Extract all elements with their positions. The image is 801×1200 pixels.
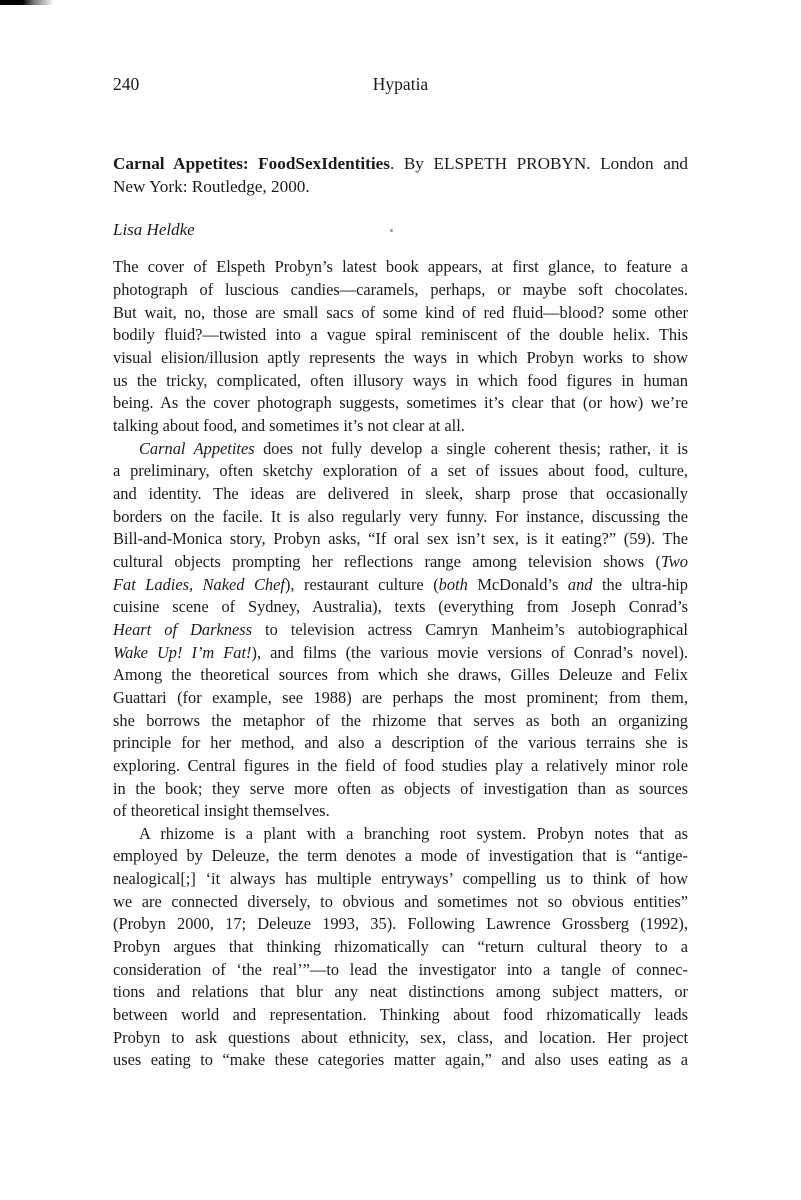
text-segment: Guattari (for example, see 1988) are perhaps the most prominent; from them,	[113, 687, 688, 707]
paragraph	[113, 256, 688, 437]
text-segment: the ultra-hip	[592, 574, 688, 594]
paragraph-line	[113, 574, 688, 597]
text-segment: The cover of Elspeth Probyn’s latest book appears, at first glance, to feature a	[113, 257, 688, 277]
text-segment: both	[438, 574, 468, 594]
paragraph-line	[113, 370, 688, 393]
paragraph-line	[113, 959, 688, 982]
paragraph-line	[113, 551, 688, 574]
paragraph-line	[113, 619, 688, 642]
paragraph	[113, 823, 688, 1072]
text-segment: cultural objects prompting her reflections range among television shows (	[113, 551, 661, 571]
paragraph-line	[113, 1004, 688, 1027]
scan-artifact-mark	[0, 0, 54, 5]
text-segment: in the book; they serve more often as objects of investigation than as sources	[113, 778, 688, 798]
paragraph-line	[113, 302, 688, 325]
paragraph-line	[113, 483, 688, 506]
paragraph-line	[113, 664, 688, 687]
paragraph-line	[113, 256, 688, 279]
text-segment: of theoretical insight themselves.	[113, 801, 330, 821]
text-segment: ), restaurant culture (	[284, 574, 439, 594]
paragraph-line	[113, 687, 688, 710]
running-header	[113, 72, 688, 96]
heading-line	[113, 152, 688, 175]
text-segment: McDonald’s	[467, 574, 568, 594]
text-segment: Heart of Darkness	[113, 619, 252, 639]
text-segment: Carnal Appetites: FoodSexIdentities	[113, 154, 390, 173]
paragraph-line	[113, 732, 688, 755]
paragraph-line	[113, 891, 688, 914]
paragraph-line	[113, 1049, 688, 1072]
text-segment: bodily fluid?—twisted into a vague spiral reminiscent of the double helix. This	[113, 325, 688, 345]
paragraph-line	[113, 936, 688, 959]
text-segment: exploring. Central figures in the field of food studies play a relatively minor role	[113, 755, 688, 775]
text-segment: Two	[660, 551, 688, 571]
text-segment: and	[567, 574, 593, 594]
paragraph-line	[113, 279, 688, 302]
text-segment: and identity. The ideas are delivered in sleek, sharp prose that occasionally	[113, 483, 688, 503]
paragraph-line	[113, 347, 688, 370]
text-segment: cuisine scene of Sydney, Australia), texts (everything from Joseph Conrad’s	[113, 597, 688, 617]
text-segment: tions and relations that blur any neat distinctions among subject matters, or	[113, 982, 688, 1002]
text-segment: being. As the cover photograph suggests, sometimes it’s clear that (or how) we’re	[113, 393, 688, 413]
paragraph-line	[113, 506, 688, 529]
paragraph-line	[113, 438, 688, 461]
text-segment: visual elision/illusion aptly represents the ways in which Probyn works to show	[113, 348, 688, 368]
text-segment: uses eating to “make these categories matter again,” and also uses eating as a	[113, 1050, 688, 1070]
text-segment: Carnal Appetites	[139, 438, 255, 458]
text-segment: she borrows the metaphor of the rhizome that serves as both an organizing	[113, 710, 688, 730]
paragraph-line	[113, 596, 688, 619]
text-segment: principle for her method, and also a description of the various terrains she is	[113, 733, 688, 753]
text-segment: Among the theoretical sources from which she draws, Gilles Deleuze and Felix	[113, 665, 688, 685]
paragraph	[113, 438, 688, 823]
paragraph-line	[113, 392, 688, 415]
text-segment: Fat Ladies, Naked Chef	[113, 574, 285, 594]
page-number: 240	[113, 74, 140, 94]
byline-line	[113, 218, 688, 241]
paragraph-line	[113, 460, 688, 483]
paragraph-line	[113, 778, 688, 801]
text-segment: A rhizome is a plant with a branching root system. Probyn notes that as	[139, 823, 688, 843]
paragraph-line	[113, 800, 688, 823]
text-segment: Probyn to ask questions about ethnicity, sex, class, and location. Her project	[113, 1027, 688, 1047]
text-segment: to television actress Camryn Manheim’s autobiographical	[251, 619, 688, 639]
text-segment: talking about food, and sometimes it’s not clear at all.	[113, 416, 465, 435]
heading	[113, 152, 688, 198]
text-segment: us the tricky, complicated, often illusory ways in which food figures in human	[113, 370, 688, 390]
paragraph-line	[113, 823, 688, 846]
paragraph-line	[113, 755, 688, 778]
text-segment: borders on the facile. It is also regularly very funny. For instance, discussing the	[113, 506, 688, 526]
paragraph-line	[113, 642, 688, 665]
paragraph-line	[113, 845, 688, 868]
text-segment: does not fully develop a single coherent thesis; rather, it is	[254, 438, 689, 458]
text-segment: nealogical[;] ‘it always has multiple entryways’ compelling us to think of how	[113, 869, 688, 889]
text-segment: Bill-and-Monica story, Probyn asks, “If oral sex isn’t sex, is it eating?” (59). The	[113, 529, 688, 549]
journal-title: Hypatia	[372, 74, 429, 94]
text-segment: ), and films (the various movie versions of Conrad’s novel).	[251, 642, 689, 662]
paragraph-line	[113, 710, 688, 733]
text-segment: Probyn argues that thinking rhizomatically can “return cultural theory to a	[113, 937, 688, 957]
text-segment: a preliminary, often sketchy exploration of a set of issues about food, culture,	[113, 461, 688, 481]
text-segment: employed by Deleuze, the term denotes a mode of investigation that is “antige-	[113, 846, 688, 866]
text-block	[113, 152, 688, 1072]
text-segment: New York: Routledge, 2000.	[113, 177, 310, 197]
text-segment: . By ELSPETH PROBYN. London and	[389, 154, 689, 173]
paragraph-line	[113, 528, 688, 551]
paragraph-line	[113, 1027, 688, 1050]
paragraph-line	[113, 981, 688, 1004]
paragraph-line	[113, 913, 688, 936]
text-segment: Lisa Heldke	[113, 220, 195, 240]
heading-line	[113, 175, 688, 198]
paragraph-line	[113, 415, 688, 438]
text-segment: (Probyn 2000, 17; Deleuze 1993, 35). Following Lawrence Grossberg (1992),	[113, 914, 688, 934]
text-segment: we are connected diversely, to obvious and sometimes not so obvious entities”	[113, 891, 688, 911]
paragraph-line	[113, 868, 688, 891]
paragraph-line	[113, 324, 688, 347]
byline	[113, 218, 688, 241]
text-segment: But wait, no, those are small sacs of some kind of red fluid—blood? some other	[113, 302, 688, 322]
text-segment: consideration of ‘the real’”—to lead the investigator into a tangle of connec-	[113, 959, 688, 979]
text-segment: photograph of luscious candies—caramels, perhaps, or maybe soft chocolates.	[113, 280, 688, 300]
text-segment: Wake Up! I’m Fat!	[113, 642, 252, 662]
text-segment: between world and representation. Thinking about food rhizomatically leads	[113, 1005, 688, 1025]
